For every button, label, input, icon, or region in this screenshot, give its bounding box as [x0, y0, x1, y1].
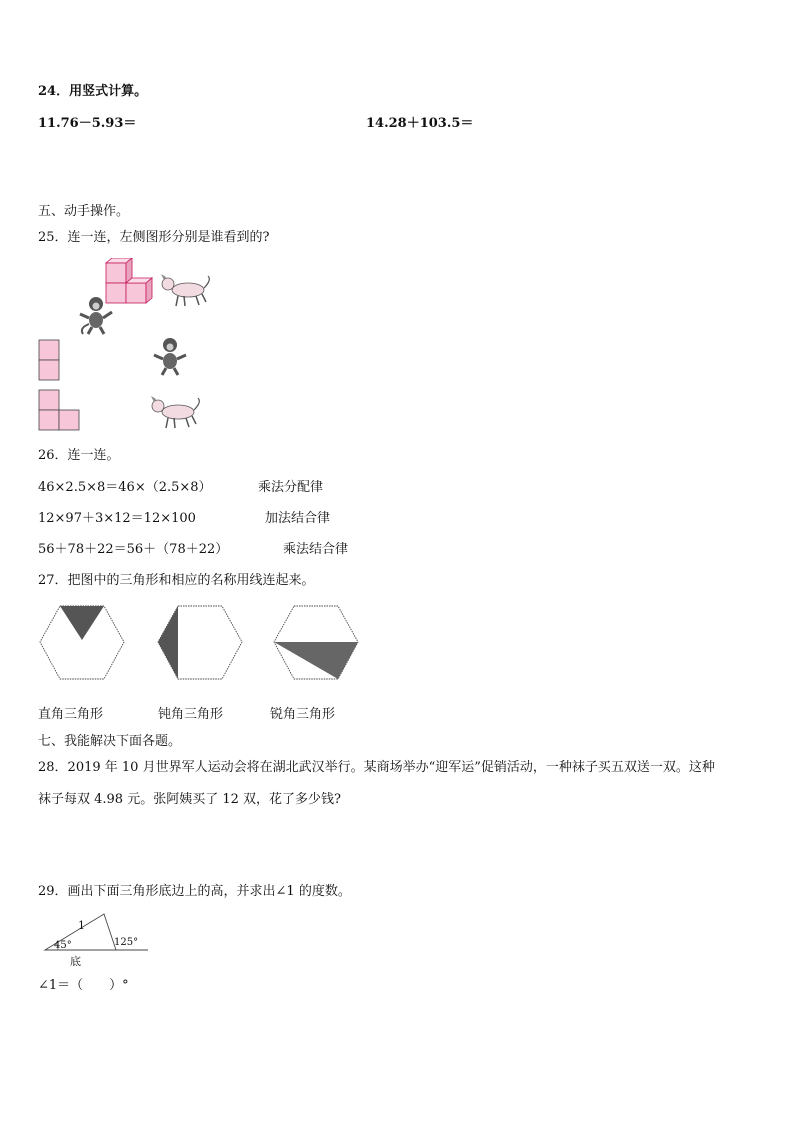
q27-title: 27．把图中的三角形和相应的名称用线连起来。	[38, 573, 315, 588]
q24-title: 24．用竖式计算。	[38, 84, 148, 99]
base-label: 底	[70, 955, 81, 968]
dog-icon	[150, 396, 202, 432]
q26-expression-1: 46×2.5×8＝46×（2.5×8）	[38, 480, 212, 495]
q25-cube-figure	[70, 258, 220, 338]
q26-expression-3: 56＋78＋22＝56＋（78＋22）	[38, 542, 229, 557]
q27-label-obtuse: 钝角三角形	[158, 707, 224, 722]
view-l-shape	[38, 389, 84, 433]
section-5-title: 五、动手操作。	[38, 204, 130, 219]
angle-45-label: 45°	[54, 940, 72, 951]
angle-1-label: 1	[78, 919, 85, 932]
hexagon-obtuse-triangle	[156, 604, 246, 682]
q28-line-2: 袜子每双 4.98 元。张阿姨买了 12 双，花了多少钱?	[38, 792, 341, 807]
angle-125-label: 125°	[114, 937, 139, 948]
q26-law-2: 加法结合律	[265, 511, 331, 526]
dog-icon	[161, 274, 209, 306]
q28-line-1: 28．2019 年 10 月世界军人运动会将在湖北武汉举行。某商场举办“迎军运”促销活动，一种袜子买五双送一双。这种	[38, 760, 715, 775]
q24-expression-2: 14.28＋103.5＝	[366, 116, 474, 131]
cube-stack	[106, 258, 152, 303]
q27-label-right: 直角三角形	[38, 707, 104, 722]
q26-title: 26．连一连。	[38, 448, 120, 463]
q26-law-3: 乘法结合律	[283, 542, 349, 557]
section-7-title: 七、我能解决下面各题。	[38, 734, 182, 749]
q29-answer: ∠1＝（ ）°	[38, 978, 129, 993]
monkey-icon	[150, 337, 190, 377]
q25-title: 25．连一连，左侧图形分别是谁看到的?	[38, 230, 270, 245]
q26-law-1: 乘法分配律	[258, 480, 324, 495]
q29-title: 29．画出下面三角形底边上的高，并求出∠1 的度数。	[38, 884, 351, 899]
q24-expression-1: 11.76－5.93＝	[38, 116, 137, 131]
q27-label-acute: 锐角三角形	[270, 707, 336, 722]
view-two-squares-vertical	[38, 339, 62, 381]
hexagon-acute-triangle	[272, 604, 362, 682]
q26-expression-2: 12×97＋3×12＝12×100	[38, 511, 196, 526]
hexagon-right-triangle	[38, 604, 128, 682]
